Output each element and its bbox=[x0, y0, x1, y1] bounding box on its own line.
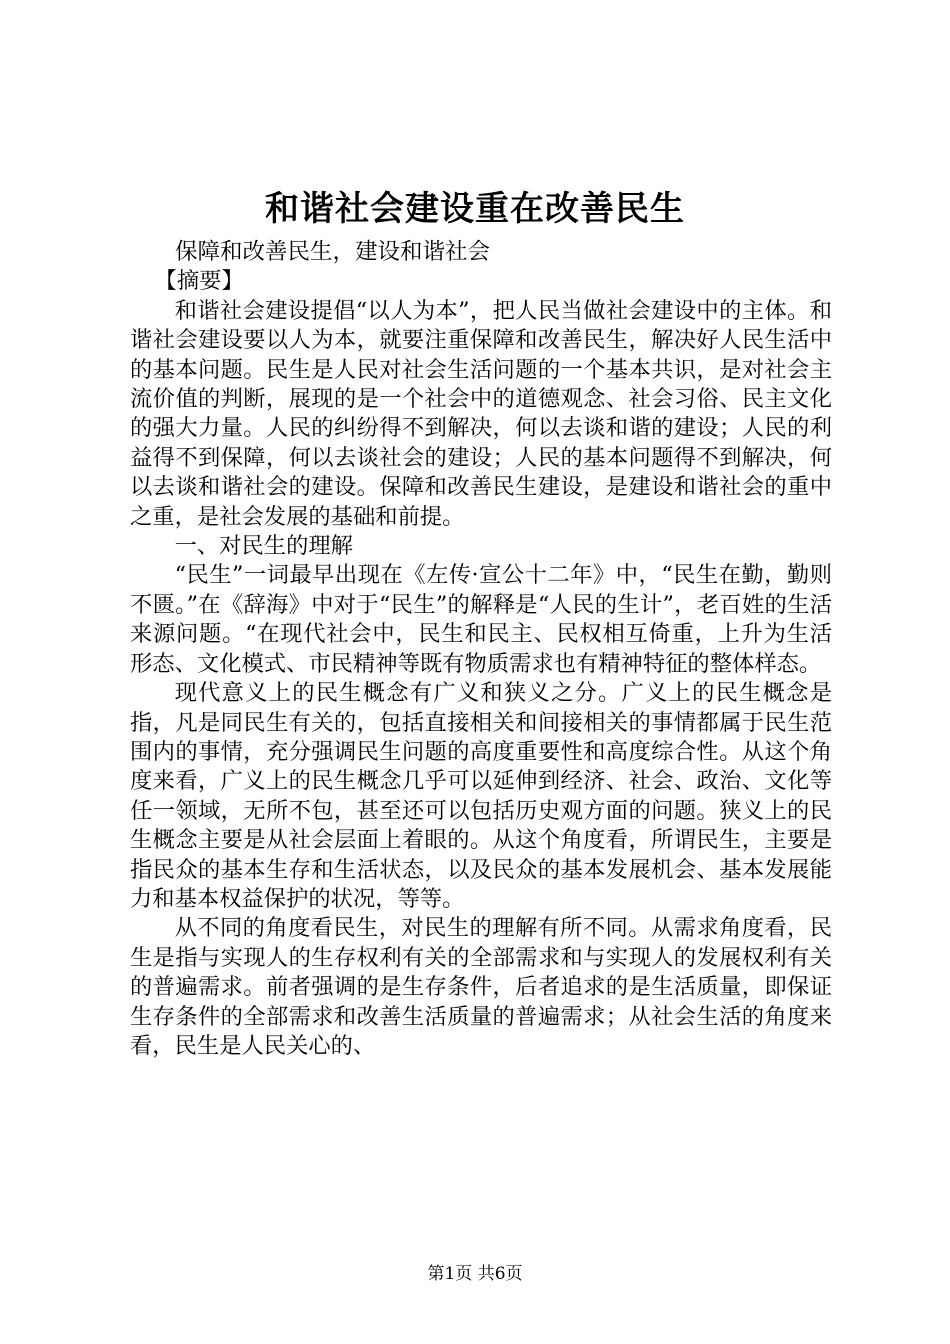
page-footer: 第1页 共6页 bbox=[427, 1264, 523, 1284]
paragraph-abstract: 和谐社会建设提倡“以人为本”，把人民当做社会建设中的主体。和谐社会建设要以人为本，就要注重保障和改善民生，解决好人民生活中的基本问题。民生是人民对社会生活问题的一个基本共识，是对社会主流价值的判断，展现的是一个社会中的道德观念、社会习俗、民主文化的强大力量。人民的纠纷得不到解决，何以去谈和谐的建设；人民的利益得不到保障，何以去谈社会的建设；人民的基本问题得不到解决，何以去谈和谐社会的建设。保障和改善民生建设，是建设和谐社会的重中之重，是社会发展的基础和前提。 bbox=[130, 297, 832, 530]
paragraph-origin: “民生”一词最早出现在《左传·宣公十二年》中，“民生在勤，勤则不匮。”在《辞海》中对于“民生”的解释是“人民的生计”，老百姓的生活来源问题。“在现代社会中，民生和民主、民权相互倚重，上升为生活形态、文化模式、市民精神等既有物质需求也有精神特征的整体样态。 bbox=[130, 562, 832, 677]
abstract-tag: 【摘要】 bbox=[154, 268, 244, 295]
paragraph-perspective: 从不同的角度看民生，对民生的理解有所不同。从需求角度看，民生是指与实现人的生存权利有关的全部需求和与实现人的发展权利有关的普遍需求。前者强调的是生存条件，后者追求的是生活质量，即保证生存条件的全部需求和改善生活质量的普遍需求；从社会生活的角度来看，民生是人民关心的、 bbox=[130, 915, 832, 1059]
section-heading: 一、对民生的理解 bbox=[174, 533, 353, 560]
document-subtitle: 保障和改善民生，建设和谐社会 bbox=[175, 239, 491, 265]
document-body bbox=[130, 238, 832, 1061]
document-title: 和谐社会建设重在改善民生 bbox=[265, 189, 685, 229]
paragraph-concept: 现代意义上的民生概念有广义和狭义之分。广义上的民生概念是指，凡是同民生有关的，包括直接相关和间接相关的事情都属于民生范围内的事情，充分强调民生问题的高度重要性和高度综合性。从这个角度来看，广义上的民生概念几乎可以延伸到经济、社会、政治、文化等任一领域，无所不包，甚至还可以包括历史观方面的问题。狭义上的民生概念主要是从社会层面上着眼的。从这个角度看，所谓民生，主要是指民众的基本生存和生活状态，以及民众的基本发展机会、基本发展能力和基本权益保护的状况，等等。 bbox=[130, 680, 832, 912]
